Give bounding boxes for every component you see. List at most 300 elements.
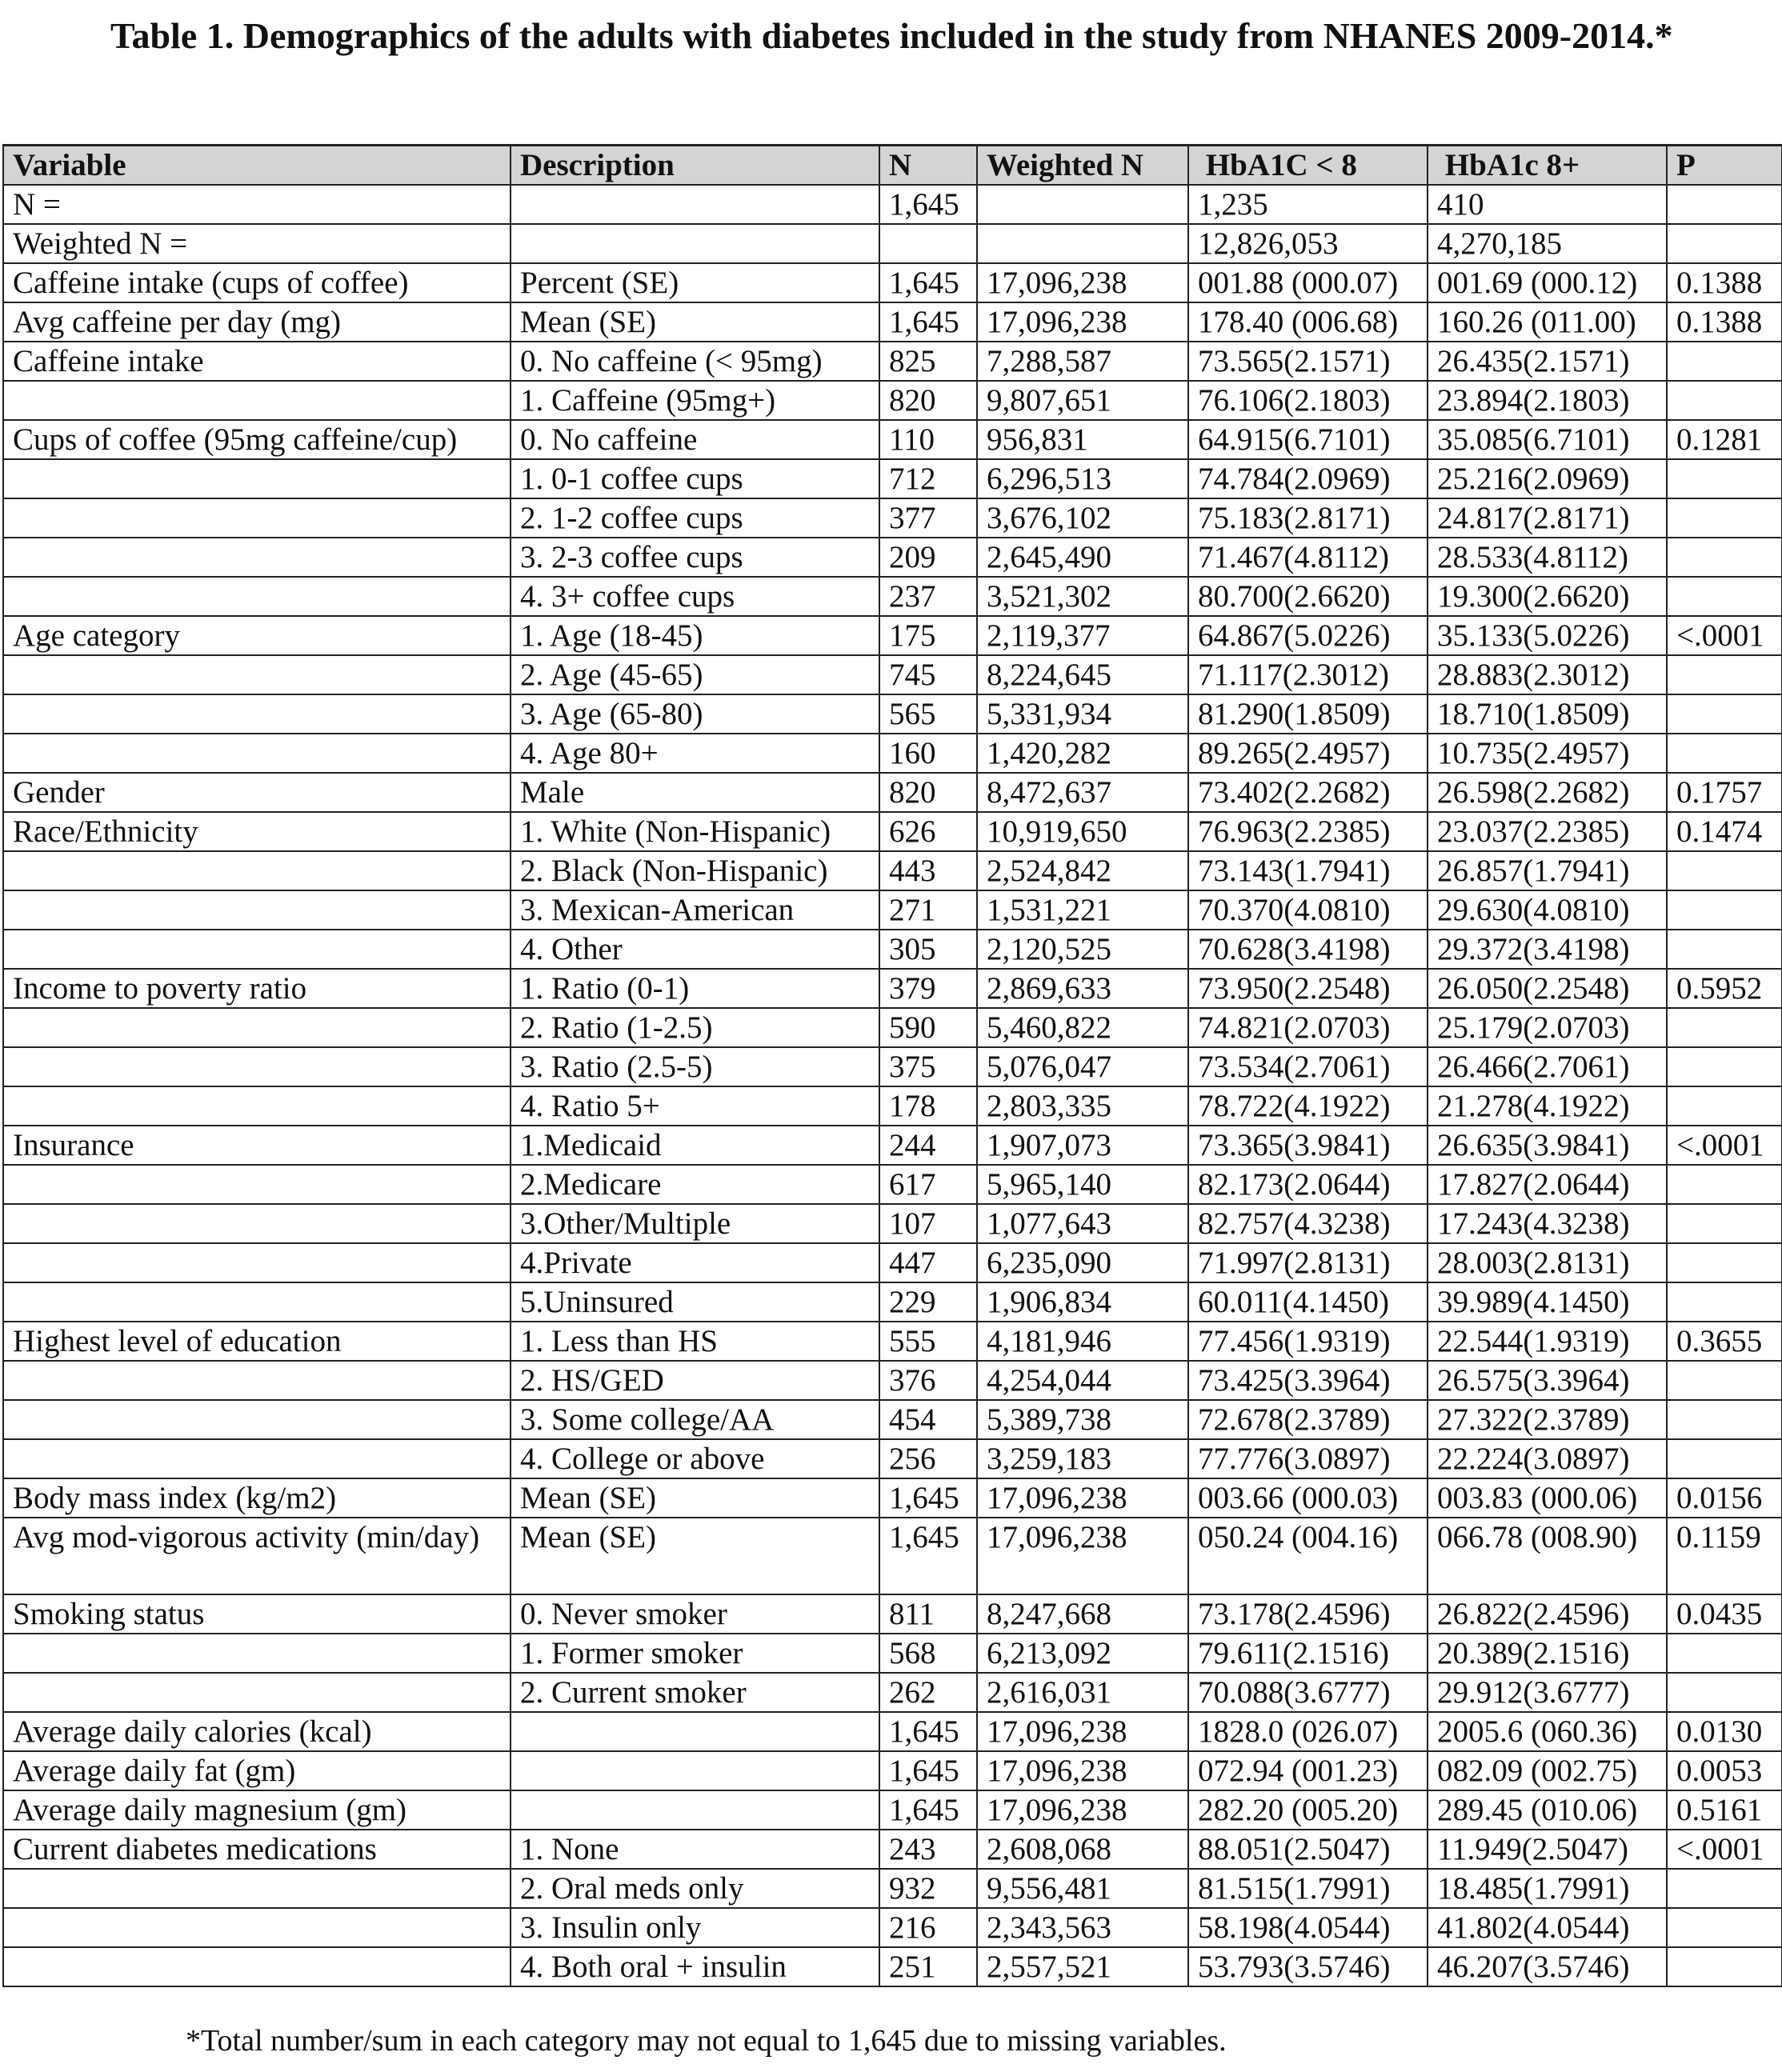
- cell-weighted-n: 4,181,946: [977, 1322, 1188, 1361]
- cell-description: 1. Former smoker: [511, 1634, 879, 1673]
- cell-weighted-n: 6,296,513: [977, 459, 1188, 498]
- table-row: [3, 1086, 1782, 1126]
- cell-weighted-n: [977, 185, 1188, 224]
- cell-description: 2. Age (45-65): [511, 655, 879, 694]
- cell-variable: Current diabetes medications: [3, 1830, 511, 1869]
- cell-weighted-n: 1,906,834: [977, 1282, 1188, 1322]
- cell-hba1c-under-8: 072.94 (001.23): [1188, 1751, 1428, 1790]
- cell-description: 1. None: [511, 1830, 879, 1869]
- cell-hba1c-8-plus: 23.894(2.1803): [1428, 381, 1667, 420]
- header-variable: Variable: [3, 146, 511, 186]
- cell-n: 820: [879, 773, 977, 812]
- cell-hba1c-under-8: 73.143(1.7941): [1188, 851, 1428, 890]
- cell-description: 4. Ratio 5+: [511, 1086, 879, 1126]
- cell-weighted-n: 3,521,302: [977, 577, 1188, 616]
- cell-n: [879, 224, 977, 263]
- cell-hba1c-under-8: 64.915(6.7101): [1188, 420, 1428, 459]
- cell-description: 0. No caffeine: [511, 420, 879, 459]
- cell-variable: [3, 694, 511, 734]
- cell-description: 3. Insulin only: [511, 1908, 879, 1947]
- cell-hba1c-8-plus: 23.037(2.2385): [1428, 812, 1667, 851]
- cell-weighted-n: 5,389,738: [977, 1400, 1188, 1439]
- cell-n: 1,645: [879, 1790, 977, 1830]
- cell-variable: [3, 734, 511, 773]
- cell-hba1c-8-plus: 17.827(2.0644): [1428, 1165, 1667, 1204]
- cell-weighted-n: 8,247,668: [977, 1594, 1188, 1634]
- cell-p: [1667, 1947, 1782, 1986]
- cell-weighted-n: 2,557,521: [977, 1947, 1188, 1986]
- cell-variable: [3, 1282, 511, 1322]
- cell-weighted-n: 2,803,335: [977, 1086, 1188, 1126]
- cell-hba1c-8-plus: 26.822(2.4596): [1428, 1594, 1667, 1634]
- cell-weighted-n: 1,531,221: [977, 890, 1188, 930]
- cell-p: 0.1388: [1667, 263, 1782, 302]
- cell-weighted-n: 9,807,651: [977, 381, 1188, 420]
- cell-p: [1667, 538, 1782, 577]
- cell-p: [1667, 342, 1782, 381]
- cell-n: 1,645: [879, 1712, 977, 1751]
- table-row: [3, 1204, 1782, 1243]
- cell-variable: Caffeine intake (cups of coffee): [3, 263, 511, 302]
- cell-hba1c-under-8: 71.117(2.3012): [1188, 655, 1428, 694]
- cell-weighted-n: 17,096,238: [977, 1518, 1188, 1594]
- cell-hba1c-under-8: 81.515(1.7991): [1188, 1869, 1428, 1908]
- cell-description: 5.Uninsured: [511, 1282, 879, 1322]
- cell-hba1c-8-plus: 289.45 (010.06): [1428, 1790, 1667, 1830]
- cell-weighted-n: 3,259,183: [977, 1439, 1188, 1478]
- cell-n: 1,645: [879, 1751, 977, 1790]
- cell-p: [1667, 577, 1782, 616]
- cell-hba1c-under-8: 79.611(2.1516): [1188, 1634, 1428, 1673]
- cell-hba1c-under-8: 12,826,053: [1188, 224, 1428, 263]
- table-row: [3, 890, 1782, 930]
- cell-hba1c-under-8: 74.784(2.0969): [1188, 459, 1428, 498]
- cell-description: 2. Ratio (1-2.5): [511, 1008, 879, 1047]
- cell-description: [511, 1751, 879, 1790]
- cell-variable: [3, 1086, 511, 1126]
- cell-p: 0.1388: [1667, 302, 1782, 342]
- cell-variable: [3, 890, 511, 930]
- cell-variable: [3, 851, 511, 890]
- table-row: [3, 773, 1782, 812]
- cell-variable: Weighted N =: [3, 224, 511, 263]
- table-row: [3, 1518, 1782, 1594]
- table-row: [3, 1790, 1782, 1830]
- cell-hba1c-under-8: 74.821(2.0703): [1188, 1008, 1428, 1047]
- cell-p: 0.1159: [1667, 1518, 1782, 1594]
- cell-hba1c-under-8: 75.183(2.8171): [1188, 498, 1428, 538]
- cell-hba1c-under-8: 73.402(2.2682): [1188, 773, 1428, 812]
- table-row: [3, 381, 1782, 420]
- cell-n: 447: [879, 1243, 977, 1282]
- header-row: [3, 146, 1782, 186]
- cell-hba1c-8-plus: 160.26 (011.00): [1428, 302, 1667, 342]
- cell-hba1c-under-8: 82.173(2.0644): [1188, 1165, 1428, 1204]
- cell-n: 160: [879, 734, 977, 773]
- cell-hba1c-8-plus: 28.003(2.8131): [1428, 1243, 1667, 1282]
- cell-p: 0.1757: [1667, 773, 1782, 812]
- cell-hba1c-under-8: 1828.0 (026.07): [1188, 1712, 1428, 1751]
- cell-variable: [3, 655, 511, 694]
- cell-weighted-n: 17,096,238: [977, 1478, 1188, 1518]
- table-row: [3, 263, 1782, 302]
- cell-description: Percent (SE): [511, 263, 879, 302]
- cell-n: 244: [879, 1126, 977, 1165]
- cell-variable: Income to poverty ratio: [3, 969, 511, 1008]
- cell-hba1c-under-8: 70.088(3.6777): [1188, 1673, 1428, 1712]
- cell-hba1c-under-8: 71.997(2.8131): [1188, 1243, 1428, 1282]
- cell-hba1c-under-8: 76.963(2.2385): [1188, 812, 1428, 851]
- cell-weighted-n: 9,556,481: [977, 1869, 1188, 1908]
- cell-hba1c-under-8: 77.776(3.0897): [1188, 1439, 1428, 1478]
- demographics-table-container: [2, 144, 1781, 1987]
- cell-n: 590: [879, 1008, 977, 1047]
- cell-description: 3. 2-3 coffee cups: [511, 538, 879, 577]
- header-n: N: [879, 146, 977, 186]
- cell-variable: [3, 1165, 511, 1204]
- cell-n: 209: [879, 538, 977, 577]
- cell-hba1c-8-plus: 2005.6 (060.36): [1428, 1712, 1667, 1751]
- cell-p: <.0001: [1667, 1830, 1782, 1869]
- cell-p: [1667, 381, 1782, 420]
- cell-hba1c-under-8: 77.456(1.9319): [1188, 1322, 1428, 1361]
- cell-p: 0.0130: [1667, 1712, 1782, 1751]
- cell-hba1c-8-plus: 22.544(1.9319): [1428, 1322, 1667, 1361]
- table-footnote: *Total number/sum in each category may not equal to 1,645 due to missing variables.: [186, 2024, 1227, 2058]
- cell-n: 568: [879, 1634, 977, 1673]
- header-weighted-n: Weighted N: [977, 146, 1188, 186]
- cell-weighted-n: 8,472,637: [977, 773, 1188, 812]
- cell-n: 555: [879, 1322, 977, 1361]
- cell-hba1c-8-plus: 18.485(1.7991): [1428, 1869, 1667, 1908]
- cell-p: [1667, 1908, 1782, 1947]
- table-row: [3, 1947, 1782, 1986]
- cell-n: 376: [879, 1361, 977, 1400]
- table-row: [3, 1478, 1782, 1518]
- cell-weighted-n: 2,645,490: [977, 538, 1188, 577]
- cell-n: 565: [879, 694, 977, 734]
- table-row: [3, 1047, 1782, 1086]
- cell-weighted-n: 2,343,563: [977, 1908, 1188, 1947]
- cell-weighted-n: 5,460,822: [977, 1008, 1188, 1047]
- cell-p: 0.5161: [1667, 1790, 1782, 1830]
- cell-hba1c-under-8: 78.722(4.1922): [1188, 1086, 1428, 1126]
- table-body: [3, 185, 1782, 1986]
- cell-weighted-n: 2,120,525: [977, 930, 1188, 969]
- cell-description: [511, 185, 879, 224]
- header-description: Description: [511, 146, 879, 186]
- cell-description: 2. Current smoker: [511, 1673, 879, 1712]
- cell-hba1c-under-8: 1,235: [1188, 185, 1428, 224]
- cell-hba1c-8-plus: 10.735(2.4957): [1428, 734, 1667, 773]
- cell-n: 1,645: [879, 185, 977, 224]
- cell-weighted-n: 2,608,068: [977, 1830, 1188, 1869]
- cell-weighted-n: 17,096,238: [977, 263, 1188, 302]
- cell-description: Mean (SE): [511, 1478, 879, 1518]
- table-title: Table 1. Demographics of the adults with diabetes included in the study from NHANES 2009-2014.*: [110, 15, 1673, 56]
- cell-weighted-n: 10,919,650: [977, 812, 1188, 851]
- cell-hba1c-8-plus: 28.883(2.3012): [1428, 655, 1667, 694]
- table-row: [3, 1008, 1782, 1047]
- cell-description: 3.Other/Multiple: [511, 1204, 879, 1243]
- cell-hba1c-8-plus: 35.133(5.0226): [1428, 616, 1667, 655]
- cell-p: 0.3655: [1667, 1322, 1782, 1361]
- cell-description: [511, 1790, 879, 1830]
- cell-description: 4. 3+ coffee cups: [511, 577, 879, 616]
- cell-variable: Avg mod-vigorous activity (min/day): [3, 1518, 511, 1594]
- cell-description: 4. College or above: [511, 1439, 879, 1478]
- cell-n: 617: [879, 1165, 977, 1204]
- table-row: [3, 302, 1782, 342]
- cell-hba1c-under-8: 70.370(4.0810): [1188, 890, 1428, 930]
- cell-hba1c-under-8: 282.20 (005.20): [1188, 1790, 1428, 1830]
- cell-variable: Race/Ethnicity: [3, 812, 511, 851]
- cell-p: [1667, 851, 1782, 890]
- cell-weighted-n: 5,965,140: [977, 1165, 1188, 1204]
- table-row: [3, 1673, 1782, 1712]
- cell-n: 932: [879, 1869, 977, 1908]
- table-row: [3, 616, 1782, 655]
- header-p: P: [1667, 146, 1782, 186]
- cell-p: <.0001: [1667, 1126, 1782, 1165]
- cell-n: 262: [879, 1673, 977, 1712]
- cell-hba1c-8-plus: 29.372(3.4198): [1428, 930, 1667, 969]
- table-row: [3, 734, 1782, 773]
- cell-p: 0.0156: [1667, 1478, 1782, 1518]
- cell-hba1c-8-plus: 26.635(3.9841): [1428, 1126, 1667, 1165]
- table-row: [3, 694, 1782, 734]
- header-hba1c-8-plus: HbA1c 8+: [1428, 146, 1667, 186]
- cell-variable: [3, 1204, 511, 1243]
- cell-hba1c-8-plus: 26.575(3.3964): [1428, 1361, 1667, 1400]
- cell-hba1c-8-plus: 20.389(2.1516): [1428, 1634, 1667, 1673]
- cell-variable: Caffeine intake: [3, 342, 511, 381]
- cell-weighted-n: 6,213,092: [977, 1634, 1188, 1673]
- cell-p: 0.5952: [1667, 969, 1782, 1008]
- cell-description: 1. White (Non-Hispanic): [511, 812, 879, 851]
- table-row: [3, 851, 1782, 890]
- cell-n: 216: [879, 1908, 977, 1947]
- cell-hba1c-8-plus: 21.278(4.1922): [1428, 1086, 1667, 1126]
- cell-hba1c-under-8: 73.950(2.2548): [1188, 969, 1428, 1008]
- cell-p: [1667, 1361, 1782, 1400]
- cell-hba1c-8-plus: 17.243(4.3238): [1428, 1204, 1667, 1243]
- cell-hba1c-under-8: 73.425(3.3964): [1188, 1361, 1428, 1400]
- cell-hba1c-8-plus: 22.224(3.0897): [1428, 1439, 1667, 1478]
- cell-weighted-n: 2,119,377: [977, 616, 1188, 655]
- cell-variable: [3, 577, 511, 616]
- cell-hba1c-under-8: 050.24 (004.16): [1188, 1518, 1428, 1594]
- cell-hba1c-under-8: 53.793(3.5746): [1188, 1947, 1428, 1986]
- cell-weighted-n: 3,676,102: [977, 498, 1188, 538]
- cell-variable: Insurance: [3, 1126, 511, 1165]
- cell-p: [1667, 1673, 1782, 1712]
- cell-p: [1667, 498, 1782, 538]
- cell-variable: N =: [3, 185, 511, 224]
- cell-n: 243: [879, 1830, 977, 1869]
- cell-n: 379: [879, 969, 977, 1008]
- cell-variable: [3, 1634, 511, 1673]
- cell-hba1c-under-8: 58.198(4.0544): [1188, 1908, 1428, 1947]
- cell-n: 626: [879, 812, 977, 851]
- cell-description: Mean (SE): [511, 302, 879, 342]
- cell-p: [1667, 694, 1782, 734]
- table-row: [3, 1634, 1782, 1673]
- table-row: [3, 1712, 1782, 1751]
- cell-weighted-n: 5,331,934: [977, 694, 1188, 734]
- cell-hba1c-8-plus: 29.630(4.0810): [1428, 890, 1667, 930]
- cell-hba1c-under-8: 70.628(3.4198): [1188, 930, 1428, 969]
- cell-description: 3. Mexican-American: [511, 890, 879, 930]
- cell-p: [1667, 655, 1782, 694]
- table-row: [3, 1869, 1782, 1908]
- cell-hba1c-8-plus: 26.435(2.1571): [1428, 342, 1667, 381]
- cell-p: [1667, 1400, 1782, 1439]
- cell-weighted-n: 17,096,238: [977, 1751, 1188, 1790]
- cell-n: 811: [879, 1594, 977, 1634]
- cell-p: 0.0435: [1667, 1594, 1782, 1634]
- table-row: [3, 1243, 1782, 1282]
- cell-weighted-n: 17,096,238: [977, 1790, 1188, 1830]
- table-row: [3, 224, 1782, 263]
- cell-variable: Highest level of education: [3, 1322, 511, 1361]
- cell-variable: [3, 1008, 511, 1047]
- header-hba1c-under-8: HbA1C < 8: [1188, 146, 1428, 186]
- cell-p: [1667, 1439, 1782, 1478]
- demographics-table: [2, 144, 1782, 1987]
- cell-variable: [3, 1908, 511, 1947]
- cell-description: Male: [511, 773, 879, 812]
- cell-description: 1. Age (18-45): [511, 616, 879, 655]
- cell-n: 237: [879, 577, 977, 616]
- cell-weighted-n: 1,077,643: [977, 1204, 1188, 1243]
- cell-variable: Body mass index (kg/m2): [3, 1478, 511, 1518]
- cell-n: 110: [879, 420, 977, 459]
- cell-hba1c-8-plus: 25.216(2.0969): [1428, 459, 1667, 498]
- cell-hba1c-8-plus: 19.300(2.6620): [1428, 577, 1667, 616]
- cell-hba1c-under-8: 76.106(2.1803): [1188, 381, 1428, 420]
- cell-n: 825: [879, 342, 977, 381]
- table-row: [3, 1400, 1782, 1439]
- cell-hba1c-under-8: 003.66 (000.03): [1188, 1478, 1428, 1518]
- cell-description: 0. No caffeine (< 95mg): [511, 342, 879, 381]
- cell-hba1c-under-8: 72.678(2.3789): [1188, 1400, 1428, 1439]
- table-row: [3, 498, 1782, 538]
- cell-p: [1667, 1047, 1782, 1086]
- table-row: [3, 538, 1782, 577]
- cell-p: 0.1281: [1667, 420, 1782, 459]
- cell-n: 175: [879, 616, 977, 655]
- cell-n: 305: [879, 930, 977, 969]
- cell-variable: [3, 1947, 511, 1986]
- cell-description: 3. Age (65-80): [511, 694, 879, 734]
- cell-p: [1667, 1634, 1782, 1673]
- cell-hba1c-8-plus: 082.09 (002.75): [1428, 1751, 1667, 1790]
- cell-weighted-n: 7,288,587: [977, 342, 1188, 381]
- cell-hba1c-8-plus: 46.207(3.5746): [1428, 1947, 1667, 1986]
- cell-description: 3. Ratio (2.5-5): [511, 1047, 879, 1086]
- table-row: [3, 420, 1782, 459]
- cell-hba1c-8-plus: 410: [1428, 185, 1667, 224]
- cell-hba1c-under-8: 73.365(3.9841): [1188, 1126, 1428, 1165]
- cell-variable: Average daily magnesium (gm): [3, 1790, 511, 1830]
- cell-variable: [3, 1047, 511, 1086]
- cell-description: 4. Other: [511, 930, 879, 969]
- cell-hba1c-8-plus: 26.598(2.2682): [1428, 773, 1667, 812]
- cell-n: 271: [879, 890, 977, 930]
- cell-hba1c-8-plus: 26.050(2.2548): [1428, 969, 1667, 1008]
- cell-hba1c-under-8: 82.757(4.3238): [1188, 1204, 1428, 1243]
- table-row: [3, 1439, 1782, 1478]
- cell-weighted-n: 17,096,238: [977, 1712, 1188, 1751]
- cell-n: 107: [879, 1204, 977, 1243]
- cell-p: [1667, 1243, 1782, 1282]
- cell-weighted-n: 2,524,842: [977, 851, 1188, 890]
- cell-p: [1667, 890, 1782, 930]
- cell-hba1c-8-plus: 11.949(2.5047): [1428, 1830, 1667, 1869]
- cell-variable: Smoking status: [3, 1594, 511, 1634]
- cell-n: 712: [879, 459, 977, 498]
- cell-p: [1667, 1086, 1782, 1126]
- cell-n: 256: [879, 1439, 977, 1478]
- table-row: [3, 1908, 1782, 1947]
- cell-hba1c-under-8: 71.467(4.8112): [1188, 538, 1428, 577]
- table-row: [3, 969, 1782, 1008]
- cell-hba1c-8-plus: 28.533(4.8112): [1428, 538, 1667, 577]
- cell-hba1c-under-8: 89.265(2.4957): [1188, 734, 1428, 773]
- cell-variable: [3, 1361, 511, 1400]
- cell-hba1c-under-8: 001.88 (000.07): [1188, 263, 1428, 302]
- cell-p: [1667, 1204, 1782, 1243]
- cell-n: 377: [879, 498, 977, 538]
- cell-hba1c-8-plus: 27.322(2.3789): [1428, 1400, 1667, 1439]
- cell-weighted-n: 1,907,073: [977, 1126, 1188, 1165]
- table-row: [3, 1126, 1782, 1165]
- cell-hba1c-under-8: 178.40 (006.68): [1188, 302, 1428, 342]
- cell-variable: Avg caffeine per day (mg): [3, 302, 511, 342]
- cell-variable: Cups of coffee (95mg caffeine/cup): [3, 420, 511, 459]
- cell-variable: Gender: [3, 773, 511, 812]
- cell-n: 251: [879, 1947, 977, 1986]
- cell-description: 4.Private: [511, 1243, 879, 1282]
- cell-hba1c-8-plus: 39.989(4.1450): [1428, 1282, 1667, 1322]
- cell-description: 1.Medicaid: [511, 1126, 879, 1165]
- cell-p: 0.1474: [1667, 812, 1782, 851]
- cell-hba1c-8-plus: 26.466(2.7061): [1428, 1047, 1667, 1086]
- cell-description: 2. 1-2 coffee cups: [511, 498, 879, 538]
- cell-n: 1,645: [879, 1518, 977, 1594]
- cell-description: 1. Caffeine (95mg+): [511, 381, 879, 420]
- table-row: [3, 1594, 1782, 1634]
- cell-weighted-n: 956,831: [977, 420, 1188, 459]
- cell-p: [1667, 930, 1782, 969]
- cell-p: [1667, 1282, 1782, 1322]
- cell-p: 0.0053: [1667, 1751, 1782, 1790]
- cell-weighted-n: 8,224,645: [977, 655, 1188, 694]
- cell-variable: [3, 930, 511, 969]
- table-row: [3, 342, 1782, 381]
- cell-weighted-n: 2,616,031: [977, 1673, 1188, 1712]
- cell-description: 4. Age 80+: [511, 734, 879, 773]
- cell-hba1c-under-8: 73.565(2.1571): [1188, 342, 1428, 381]
- cell-variable: Average daily fat (gm): [3, 1751, 511, 1790]
- cell-description: Mean (SE): [511, 1518, 879, 1594]
- table-row: [3, 930, 1782, 969]
- cell-variable: [3, 459, 511, 498]
- cell-hba1c-8-plus: 29.912(3.6777): [1428, 1673, 1667, 1712]
- cell-weighted-n: 4,254,044: [977, 1361, 1188, 1400]
- cell-weighted-n: 5,076,047: [977, 1047, 1188, 1086]
